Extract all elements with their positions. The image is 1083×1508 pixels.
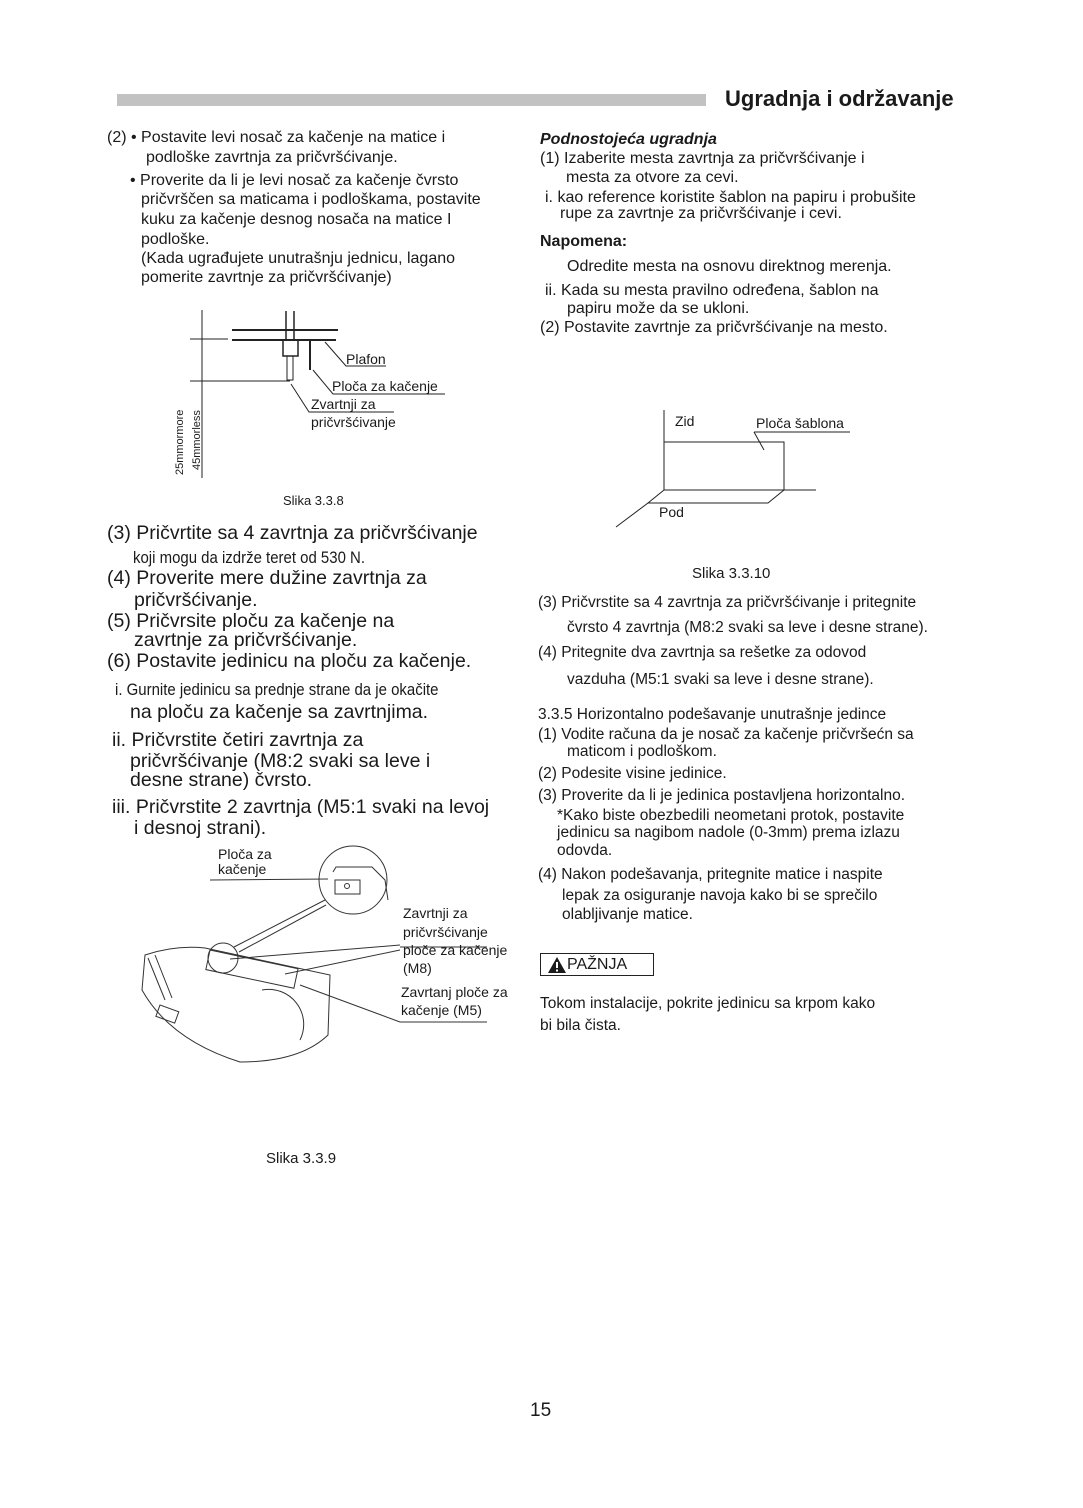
section-heading-3-3-5: 3.3.5 Horizontalno podešavanje unutrašnje jedince — [538, 706, 887, 723]
label-zavrtnji-za: Zavrtnji za — [403, 905, 468, 921]
text-line: *Kako biste obezbedili neometani protok, postavite — [557, 807, 905, 824]
label-zavrtanj: Zavrtanj ploče za — [401, 984, 508, 1000]
text-line: (4) Proverite mere dužine zavrtnja za — [107, 567, 427, 589]
text-line: (Kada ugrađujete unutrašnju jednicu, lagano — [141, 250, 456, 267]
text-line: lepak za osiguranje navoja kako bi se sprečilo — [562, 887, 878, 904]
text-line: na ploču za kačenje sa zavrtnjima. — [130, 701, 429, 723]
note-title: Napomena: — [540, 233, 628, 250]
text-line: pričvršćivanje (M8:2 svaki sa leve i — [130, 750, 431, 772]
text-line: (4) Pritegnite dva zavrtnja sa rešetke za odovod — [538, 644, 867, 661]
dimension-45mm: 45mmorless — [191, 410, 203, 470]
text-line: (4) Nakon podešavanja, pritegnite matice i naspite — [538, 866, 883, 883]
text-line: podloške zavrtnja za pričvršćivanje. — [146, 149, 398, 166]
label-ploca-za: Ploča za — [218, 846, 272, 862]
text-line: maticom i podloškom. — [567, 743, 717, 760]
label-pricvrscivanje: pričvršćivanje — [311, 414, 396, 430]
text-line: iii. Pričvrstite 2 zavrtnja (M5:1 svaki na levoj — [112, 796, 490, 818]
text-line: čvrsto 4 zavrtnja (M8:2 svaki sa leve i desne strane). — [567, 619, 928, 636]
text-line: Tokom instalacije, pokrite jedinicu sa krpom kako — [540, 995, 876, 1012]
label-m8: (M8) — [403, 960, 432, 976]
text-line: (5) Pričvrsite ploču za kačenje na — [107, 610, 395, 632]
text-line: (3) Pričvrstite sa 4 zavrtnja za pričvršćivanje i pritegnite — [538, 594, 917, 611]
label-plafon: Plafon — [346, 351, 386, 367]
dimension-25mm: 25mmormore — [174, 409, 186, 475]
label-kacenje: kačenje — [218, 861, 267, 877]
text-line: (3) Proverite da li je jedinica postavljena horizontalno. — [538, 787, 906, 804]
label-pricvrscivanje: pričvršćivanje — [403, 924, 488, 940]
label-ploca-sablona: Ploča šablona — [756, 415, 844, 431]
text-line: (3) Pričvrtite sa 4 zavrtnja za pričvršćivanje — [107, 522, 478, 544]
text-line: (2) Postavite zavrtnje za pričvršćivanje na mesto. — [540, 319, 888, 336]
text-line: pomerite zavrtnje za pričvršćivanje) — [141, 269, 392, 286]
label-zid: Zid — [675, 413, 695, 429]
label-zvartnji: Zvartnji za — [311, 396, 376, 412]
figure-caption: Slika 3.3.10 — [692, 565, 771, 582]
page-title: Ugradnja i održavanje — [725, 86, 954, 111]
text-line: i. kao reference koristite šablon na papiru i probušite — [545, 189, 916, 206]
text-line: olabljivanje matice. — [562, 906, 693, 923]
text-line: (6) Postavite jedinicu na ploču za kačenje. — [107, 650, 472, 672]
figure-caption: Slika 3.3.9 — [266, 1150, 337, 1167]
label-m5: kačenje (M5) — [401, 1002, 482, 1018]
label-pod: Pod — [659, 504, 684, 520]
section-heading: Podnostojeća ugradnja — [540, 131, 717, 148]
text-line: bi bila čista. — [540, 1017, 621, 1034]
text-line: papiru može da se ukloni. — [567, 300, 750, 317]
text-line: i. Gurnite jedinicu sa prednje strane da je okačite — [115, 680, 439, 699]
text-line: (2) • Postavite levi nosač za kačenje na matice i — [107, 129, 446, 146]
text-line: vazduha (M5:1 svaki sa leve i desne strane). — [567, 671, 874, 688]
text-line: koji mogu da izdrže teret od 530 N. — [133, 548, 366, 567]
warning-triangle-icon — [547, 956, 567, 974]
warning-box — [540, 953, 654, 976]
text-line: (1) Izaberite mesta zavrtnja za pričvršćivanje i — [540, 150, 865, 167]
text-line: kuku za kačenje desnog nosača na matice I — [141, 211, 452, 228]
text-line: pričvrščen sa maticama i podloškama, postavite — [141, 191, 481, 208]
figure-caption: Slika 3.3.8 — [283, 493, 344, 508]
text-line: mesta za otvore za cevi. — [566, 169, 739, 186]
text-line: (1) Vodite računa da je nosač za kačenje pričvršećn sa — [538, 726, 914, 743]
label-ploca: Ploča za kačenje — [332, 378, 438, 394]
label-ploce-za-kacenje: ploče za kačenje — [403, 942, 508, 958]
page-number: 15 — [530, 1400, 552, 1421]
text-line: ii. Kada su mesta pravilno određena, šablon na — [545, 282, 879, 299]
text-line: rupe za zavrtnje za pričvršćivanje i cevi. — [560, 205, 842, 222]
text-line: zavrtnje za pričvršćivanje. — [134, 629, 358, 651]
text-line: ii. Pričvrstite četiri zavrtnja za — [112, 729, 364, 751]
text-line: Odredite mesta na osnovu direktnog merenja. — [567, 258, 892, 275]
text-line: jedinicu sa nagibom nadole (0-3mm) prema izlazu — [557, 824, 900, 841]
warning-label: PAŽNJA — [567, 956, 628, 973]
text-line: desne strane) čvrsto. — [130, 769, 313, 791]
text-line: pričvršćivanje. — [134, 589, 258, 611]
text-line: odovda. — [557, 842, 613, 859]
text-line: (2) Podesite visine jedinice. — [538, 765, 727, 782]
text-line: • Proverite da li je levi nosač za kačenje čvrsto — [130, 172, 459, 189]
text-line: i desnoj strani). — [134, 817, 267, 839]
text-line: podloške. — [141, 231, 210, 248]
